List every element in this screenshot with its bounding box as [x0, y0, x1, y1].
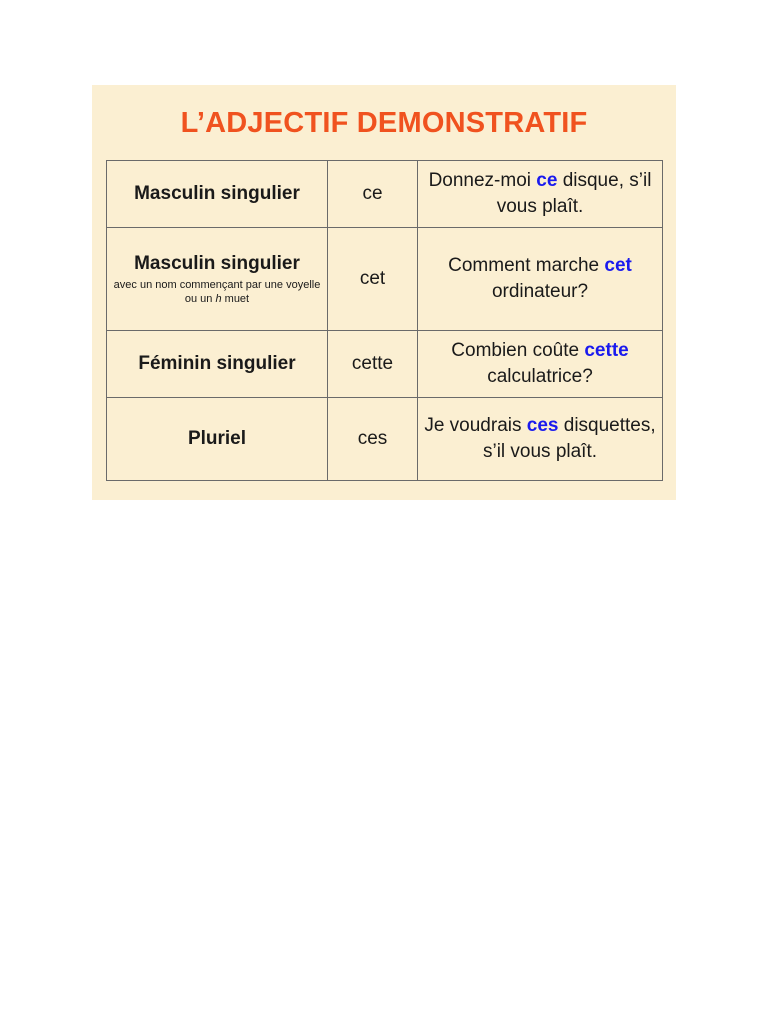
example-cell — [418, 161, 663, 228]
note-text: muet — [221, 292, 250, 305]
category-label: Pluriel — [187, 428, 247, 449]
table-row — [107, 331, 663, 398]
example-cell — [418, 398, 663, 481]
category-cell — [107, 161, 328, 228]
demonstrative-table — [106, 160, 663, 481]
table-row — [107, 398, 663, 481]
example-highlight: cet — [604, 255, 632, 276]
form-cell: cet — [328, 228, 418, 331]
example-cell — [418, 331, 663, 398]
example-text: Je voudrais — [424, 415, 527, 436]
category-note — [113, 278, 321, 306]
table-row — [107, 228, 663, 331]
slide-title: L’ADJECTIF DEMONSTRATIF — [180, 107, 588, 139]
form-cell: cette — [328, 331, 418, 398]
example-text: disquettes, s’il vous plaît. — [482, 415, 656, 462]
category-label: Féminin singulier — [138, 353, 296, 374]
example-text: Donnez-moi — [428, 170, 537, 191]
category-label: Masculin singulier — [134, 183, 300, 204]
category-cell — [107, 331, 328, 398]
form-cell: ces — [328, 398, 418, 481]
category-label: Masculin singulier — [134, 252, 300, 274]
example-cell — [418, 228, 663, 331]
example-highlight: ce — [536, 170, 558, 191]
note-text: avec un nom commençant par une voyelle ou un — [113, 278, 321, 305]
table-row — [107, 161, 663, 228]
example-text: calculatrice? — [487, 366, 593, 387]
category-cell — [107, 398, 328, 481]
note-italic: h — [215, 292, 222, 305]
example-text: disque, s’il vous plaît. — [496, 170, 652, 217]
example-highlight: cette — [584, 340, 629, 361]
example-text: Comment marche — [448, 255, 605, 276]
slide — [92, 85, 676, 500]
example-highlight: ces — [526, 415, 559, 436]
example-text: Combien coûte — [451, 340, 585, 361]
example-text: ordinateur? — [491, 281, 589, 302]
category-cell — [107, 228, 328, 331]
form-cell: ce — [328, 161, 418, 228]
